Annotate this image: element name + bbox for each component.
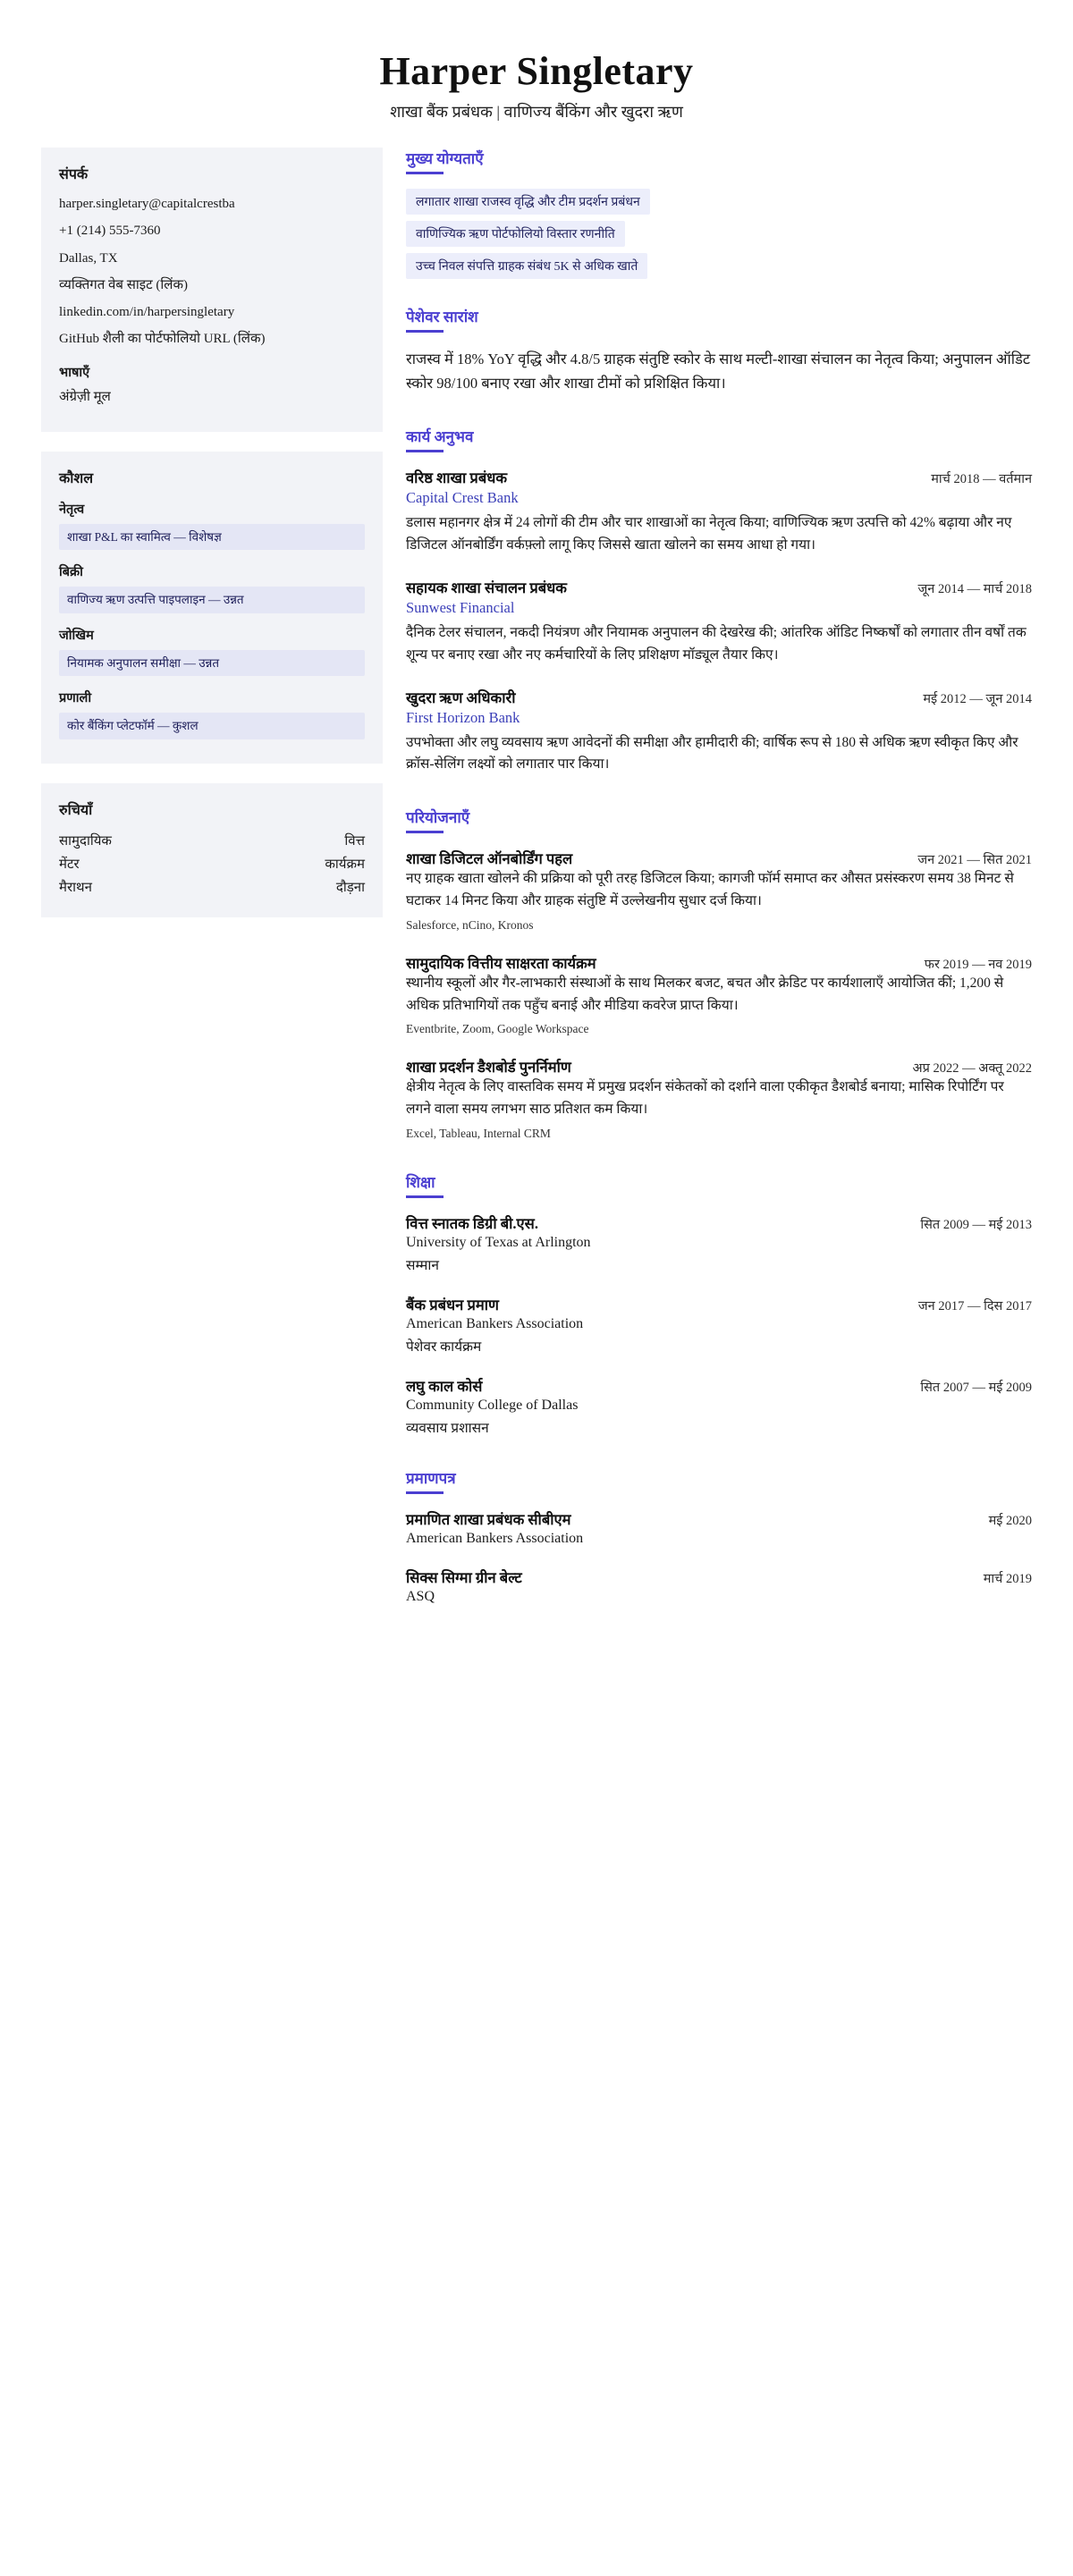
document-header xyxy=(41,48,1032,122)
resume-body xyxy=(41,148,1032,1632)
section-heading: परियोजनाएँ xyxy=(406,809,470,827)
entry-organization: First Horizon Bank xyxy=(406,708,520,726)
entry-date: जन 2017 — दिस 2017 xyxy=(917,1299,1032,1313)
entry-organization: Capital Crest Bank xyxy=(406,489,519,507)
entry-note: पेशेवर कार्यक्रम xyxy=(406,1339,482,1355)
summary-section xyxy=(406,306,1032,395)
interest-row xyxy=(59,853,365,876)
entry-description: उपभोक्ता और लघु व्यवसाय ऋण आवेदनों की समीक्षा और हामीदारी की; वार्षिक रूप से 180 से अधिक ऋण स्वीकृत किए और क्रॉस-सेलिंग लक्ष्यों को लगातार पार किया। xyxy=(406,734,1018,773)
entry-header xyxy=(406,1375,1032,1396)
skills-panel xyxy=(41,452,383,764)
languages-value: अंग्रेज़ी मूल xyxy=(59,389,111,404)
entry-title: सामुदायिक वित्तीय साक्षरता कार्यक्रम xyxy=(406,954,596,972)
section-rule xyxy=(406,172,444,174)
entry-date: मार्च 2018 — वर्तमान xyxy=(931,472,1032,487)
entry-date: जन 2021 — सित 2021 xyxy=(917,853,1032,868)
languages-title: भाषाएँ xyxy=(59,365,90,380)
entry-header xyxy=(406,1508,1032,1529)
interest-row xyxy=(59,876,365,899)
entry-title: वित्त स्नातक डिग्री बी.एस. xyxy=(406,1215,538,1232)
experience-section xyxy=(406,426,1032,776)
section-rule xyxy=(406,330,444,333)
section-heading: कार्य अनुभव xyxy=(406,428,474,446)
entry-title: लघु काल कोर्स xyxy=(406,1378,483,1395)
experience-entry xyxy=(406,687,1032,777)
entry-note: व्यवसाय प्रशासन xyxy=(406,1421,489,1436)
entry-date: अप्र 2022 — अक्तू 2022 xyxy=(912,1061,1032,1077)
competency-row xyxy=(406,253,1032,279)
competency-tag: लगातार शाखा राजस्व वृद्धि और टीम प्रदर्शन प्रबंधन xyxy=(406,189,650,215)
contact-portfolio[interactable]: GitHub शैली का पोर्टफोलियो URL (लिंक) xyxy=(59,332,266,347)
entry-organization: American Bankers Association xyxy=(406,1531,584,1546)
entry-description: स्थानीय स्कूलों और गैर-लाभकारी संस्थाओं के साथ मिलकर बजट, बचत और क्रेडिट पर कार्यशालाएँ आयोजित कीं; 1,200 से अधिक प्रतिभागियों तक पहुँच बनाई और मीडिया कवरेज प्राप्त किया। xyxy=(406,975,1004,1013)
summary-text: राजस्व में 18% YoY वृद्धि और 4.8/5 ग्राहक संतुष्टि स्कोर के साथ मल्टी-शाखा संचालन का नेतृत्व किया; अनुपालन ऑडिट स्कोर 98/100 बनाए रखा और शाखा टीमों को प्रशिक्षित किया। xyxy=(406,351,1031,393)
entry-title: वरिष्ठ शाखा प्रबंधक xyxy=(406,469,508,487)
section-heading: प्रमाणपत्र xyxy=(406,1470,456,1487)
skill-group-label: प्रणाली xyxy=(59,691,92,706)
entry-title: शाखा प्रदर्शन डैशबोर्ड पुनर्निर्माण xyxy=(406,1059,571,1077)
section-rule xyxy=(406,831,444,833)
skill-chip: शाखा P&L का स्वामित्व — विशेषज्ञ xyxy=(59,524,365,551)
competency-row xyxy=(406,189,1032,215)
skills-title: कौशल xyxy=(59,470,94,486)
entry-date: मई 2012 — जून 2014 xyxy=(923,691,1032,706)
project-tools: Eventbrite, Zoom, Google Workspace xyxy=(406,1022,589,1036)
page-title: Harper Singletary xyxy=(379,49,694,93)
section-rule xyxy=(406,1491,444,1494)
contact-linkedin[interactable]: linkedin.com/in/harpersingletary xyxy=(59,305,235,319)
entry-header xyxy=(406,848,1032,868)
skill-group-label: नेतृत्व xyxy=(59,502,85,517)
skill-group-label: जोखिम xyxy=(59,628,94,643)
project-tools: Salesforce, nCino, Kronos xyxy=(406,917,534,932)
core-competencies-section xyxy=(406,148,1032,279)
project-tools: Excel, Tableau, Internal CRM xyxy=(406,1127,551,1140)
entry-description: डलास महानगर क्षेत्र में 24 लोगों की टीम और चार शाखाओं का नेतृत्व किया; वाणिज्यिक ऋण उत्पत्ति को 42% बढ़ाया और नए डिजिटल ऑनबोर्डिंग वर्कफ़्लो लागू किए जिससे खाता खोलने का समय आधा हो गया। xyxy=(406,515,1012,553)
experience-entry xyxy=(406,467,1032,557)
section-rule xyxy=(406,450,444,452)
entry-title: शाखा डिजिटल ऑनबोर्डिंग पहल xyxy=(406,850,573,868)
education-section xyxy=(406,1171,1032,1437)
entry-title: सहायक शाखा संचालन प्रबंधक xyxy=(406,579,567,597)
interests-panel xyxy=(41,783,383,917)
entry-date: जून 2014 — मार्च 2018 xyxy=(917,582,1032,597)
section-rule xyxy=(406,1195,444,1198)
entry-organization: Community College of Dallas xyxy=(406,1398,579,1413)
entry-title: खुदरा ऋण अधिकारी xyxy=(406,688,516,706)
skill-chip: नियामक अनुपालन समीक्षा — उन्नत xyxy=(59,650,365,677)
section-heading: मुख्य योग्यताएँ xyxy=(406,150,484,167)
interest-value: दौड़ना xyxy=(335,881,365,895)
page-subtitle: शाखा बैंक प्रबंधक | वाणिज्य बैंकिंग और खुदरा ऋण xyxy=(390,103,683,121)
project-entry xyxy=(406,848,1032,933)
entry-header xyxy=(406,687,1032,707)
entry-description: क्षेत्रीय नेतृत्व के लिए वास्तविक समय में प्रमुख प्रदर्शन संकेतकों को दर्शाने वाला एकीकृत डैशबोर्ड बनाया; मासिक रिपोर्टिंग पर लगने वाला समय लगभग साठ प्रतिशत कम किया। xyxy=(406,1079,1004,1118)
section-heading: पेशेवर सारांश xyxy=(406,308,478,325)
entry-header xyxy=(406,1056,1032,1077)
entry-organization: American Bankers Association xyxy=(406,1316,584,1331)
entry-date: मई 2020 xyxy=(988,1514,1032,1528)
contact-website[interactable]: व्यक्तिगत वेब साइट (लिंक) xyxy=(59,277,188,292)
entry-header xyxy=(406,467,1032,487)
entry-note: सम्मान xyxy=(406,1258,439,1273)
competency-tag: वाणिज्यिक ऋण पोर्टफोलियो विस्तार रणनीति xyxy=(406,221,625,247)
interest-key: सामुदायिक xyxy=(59,834,112,849)
entry-header xyxy=(406,1212,1032,1233)
entry-organization: ASQ xyxy=(406,1589,435,1604)
experience-entry xyxy=(406,577,1032,667)
entry-title: बैंक प्रबंधन प्रमाण xyxy=(406,1296,499,1313)
skill-chip: वाणिज्य ऋण उत्पत्ति पाइपलाइन — उन्नत xyxy=(59,587,365,613)
entry-title: प्रमाणित शाखा प्रबंधक सीबीएम xyxy=(406,1511,571,1528)
contact-location: Dallas, TX xyxy=(59,250,118,266)
entry-header xyxy=(406,952,1032,973)
education-entry xyxy=(406,1375,1032,1437)
entry-header xyxy=(406,1294,1032,1314)
projects-section xyxy=(406,807,1032,1141)
skill-chip: कोर बैंकिंग प्लेटफॉर्म — कुशल xyxy=(59,713,365,739)
entry-date: मार्च 2019 xyxy=(983,1572,1032,1586)
certification-entry xyxy=(406,1567,1032,1605)
main-content xyxy=(406,148,1032,1632)
education-entry xyxy=(406,1294,1032,1356)
contact-title: संपर्क xyxy=(59,167,89,182)
entry-description: नए ग्राहक खाता खोलने की प्रक्रिया को पूरी तरह डिजिटल किया; कागजी फॉर्म समाप्त कर औसत प्रसंस्करण समय 38 मिनट से घटाकर 14 मिनट किया और ग्राहक संतुष्टि में उल्लेखनीय सुधार दर्ज किया। xyxy=(406,871,1014,909)
entry-organization: University of Texas at Arlington xyxy=(406,1235,591,1250)
interest-value: वित्त xyxy=(344,834,365,849)
interest-key: मेंटर xyxy=(59,857,80,872)
entry-date: सित 2009 — मई 2013 xyxy=(920,1218,1032,1232)
interest-value: कार्यक्रम xyxy=(325,857,365,872)
contact-email[interactable]: harper.singletary@capitalcrestba xyxy=(59,197,235,211)
entry-title: सिक्स सिग्मा ग्रीन बेल्ट xyxy=(406,1569,522,1586)
entry-organization: Sunwest Financial xyxy=(406,599,515,617)
interests-title: रुचियाँ xyxy=(59,803,93,818)
project-entry xyxy=(406,952,1032,1037)
competency-row xyxy=(406,221,1032,247)
contact-panel xyxy=(41,148,383,432)
interest-row xyxy=(59,830,365,853)
education-entry xyxy=(406,1212,1032,1274)
section-heading: शिक्षा xyxy=(406,1174,435,1191)
entry-header xyxy=(406,577,1032,597)
project-entry xyxy=(406,1056,1032,1141)
competency-tag: उच्च निवल संपत्ति ग्राहक संबंध 5K से अधिक खाते xyxy=(406,253,647,279)
sidebar xyxy=(41,148,383,937)
entry-date: फर 2019 — नव 2019 xyxy=(924,957,1032,972)
certifications-section xyxy=(406,1467,1032,1605)
certification-entry xyxy=(406,1508,1032,1547)
entry-header xyxy=(406,1567,1032,1587)
contact-phone[interactable]: +1 (214) 555-7360 xyxy=(59,224,161,239)
entry-date: सित 2007 — मई 2009 xyxy=(920,1381,1032,1395)
skill-group-label: बिक्री xyxy=(59,565,83,580)
entry-description: दैनिक टेलर संचालन, नकदी नियंत्रण और नियामक अनुपालन की देखरेख की; आंतरिक ऑडिट निष्कर्षों को लगातार तीन वर्षों तक शून्य पर बनाए रखा और नए कर्मचारियों के लिए प्रशिक्षण मॉड्यूल तैयार किए। xyxy=(406,625,1027,663)
interest-key: मैराथन xyxy=(59,881,92,895)
